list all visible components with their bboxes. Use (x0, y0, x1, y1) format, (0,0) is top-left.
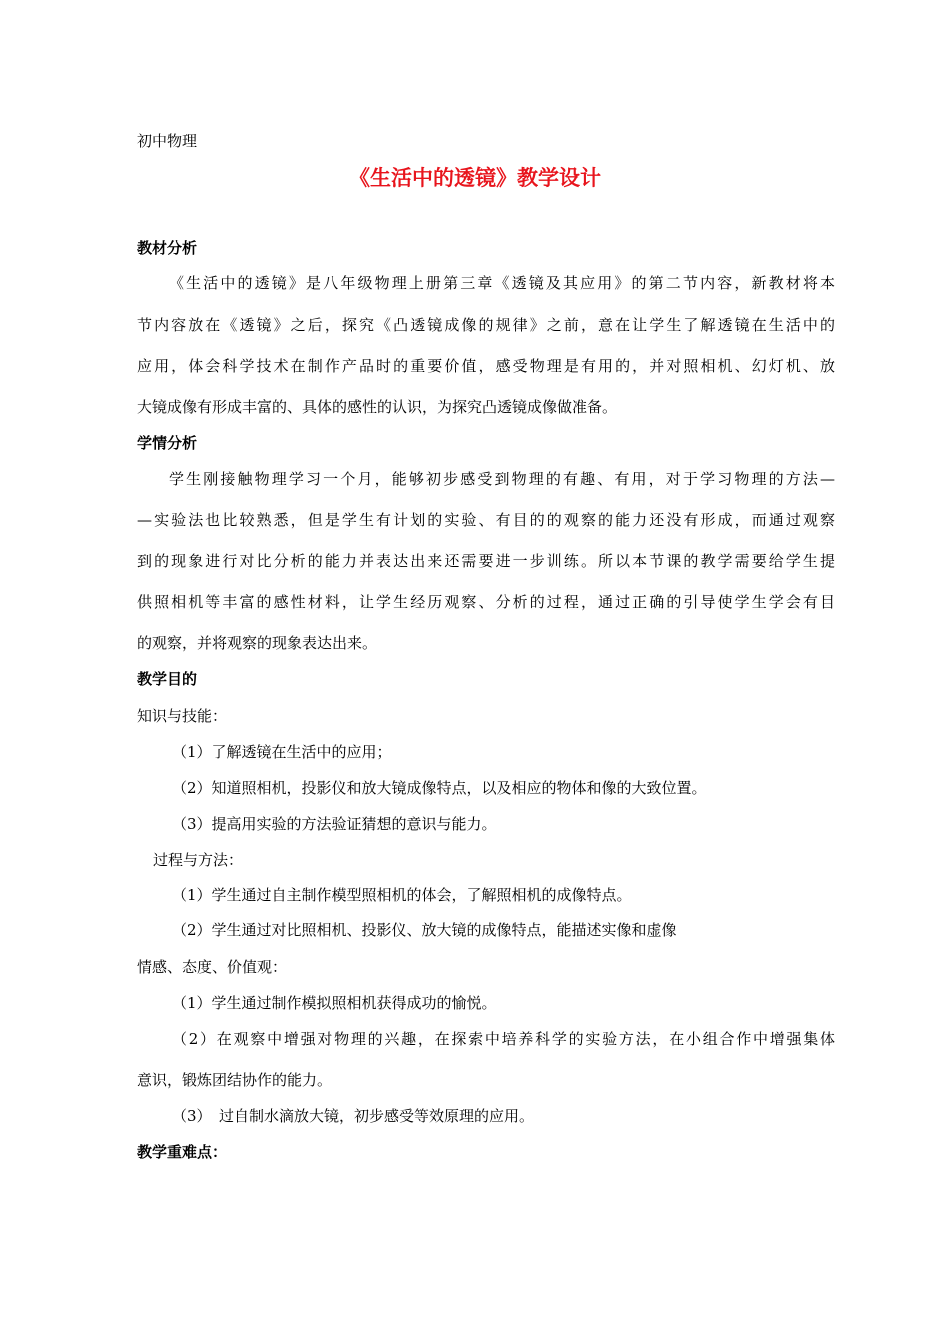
goal-item: （2）知道照相机，投影仪和放大镜成像特点，以及相应的物体和像的大致位置。 (172, 779, 707, 797)
subject-label: 初中物理 (137, 132, 198, 150)
section-heading-students: 学情分析 (137, 434, 198, 452)
goal-item: （2）学生通过对比照相机、投影仪、放大镜的成像特点，能描述实像和虚像 (172, 921, 677, 939)
section-heading-goals: 教学目的 (137, 670, 198, 688)
goal-item: 意识，锻炼团结协作的能力。 (137, 1071, 333, 1089)
goal-category-knowledge: 知识与技能： (137, 707, 228, 725)
goal-category-process: 过程与方法： (153, 851, 244, 869)
goal-category-emotion: 情感、态度、价值观： (137, 958, 288, 976)
paragraph-line: 应用，体会科学技术在制作产品时的重要价值，感受物理是有用的，并对照相机、幻灯机、放 (137, 357, 835, 375)
document-title: 《生活中的透镜》教学设计 (349, 166, 601, 190)
paragraph-line: 到的现象进行对比分析的能力并表达出来还需要进一步训练。所以本节课的教学需要给学生提 (137, 552, 835, 570)
paragraph-line: —实验法也比较熟悉，但是学生有计划的实验、有目的的观察的能力还没有形成，而通过观察 (137, 511, 835, 529)
paragraph-line: 的观察，并将观察的现象表达出来。 (137, 634, 378, 652)
paragraph-line: 学生刚接触物理学习一个月，能够初步感受到物理的有趣、有用，对于学习物理的方法— (169, 470, 835, 488)
section-heading-textbook: 教材分析 (137, 239, 198, 257)
goal-item: （1）了解透镜在生活中的应用； (172, 743, 392, 761)
paragraph-line: 《生活中的透镜》是八年级物理上册第三章《透镜及其应用》的第二节内容，新教材将本 (169, 274, 835, 292)
paragraph-line: 供照相机等丰富的感性材料，让学生经历观察、分析的过程，通过正确的引导使学生学会有目 (137, 593, 835, 611)
goal-item: （3） 过自制水滴放大镜，初步感受等效原理的应用。 (172, 1107, 535, 1125)
goal-item: （3）提高用实验的方法验证猜想的意识与能力。 (172, 815, 497, 833)
goal-item: （1）学生通过自主制作模型照相机的体会，了解照相机的成像特点。 (172, 886, 632, 904)
section-heading-keypoints: 教学重难点： (137, 1143, 228, 1161)
paragraph-line: 节内容放在《透镜》之后，探究《凸透镜成像的规律》之前，意在让学生了解透镜在生活中的 (137, 316, 835, 334)
goal-item: （1）学生通过制作模拟照相机获得成功的愉悦。 (172, 994, 497, 1012)
goal-item: （2）在观察中增强对物理的兴趣，在探索中培养科学的实验方法，在小组合作中增强集体 (172, 1030, 835, 1048)
paragraph-line: 大镜成像有形成丰富的、具体的感性的认识，为探究凸透镜成像做准备。 (137, 398, 618, 416)
